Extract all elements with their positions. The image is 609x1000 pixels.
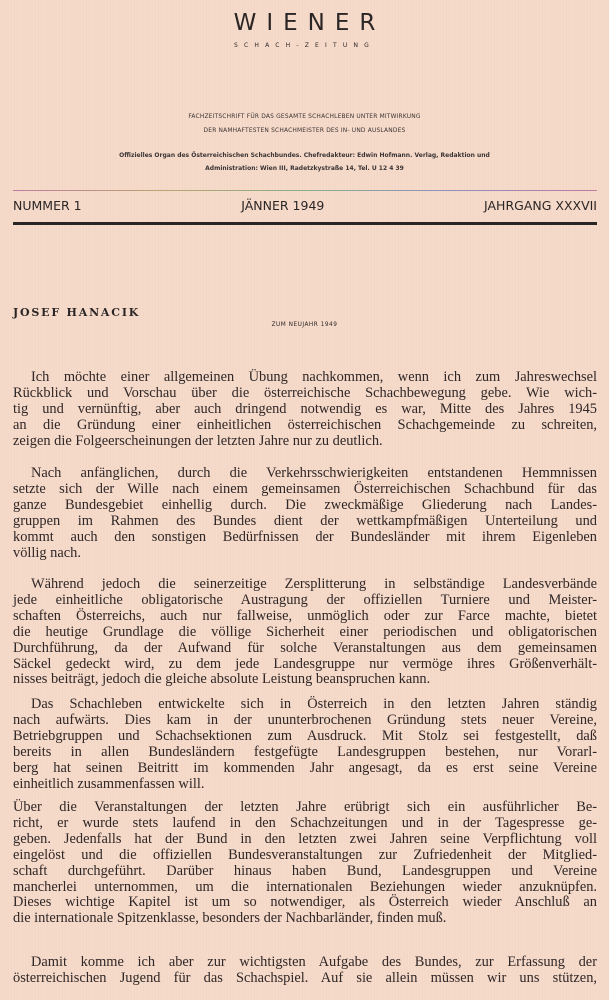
text-line: Säckel gedeckt wird, zu dem jede Landesgruppe nur vermöge ihres Größenverhält-: [13, 655, 597, 672]
colored-divider: [13, 190, 597, 191]
text-line: die heutige Grundlage die völlige Sicherheit einer periodischen und obligatorischen: [13, 623, 597, 640]
text-line: Betriebgruppen und Schachsektionen zum Ausdruck. Mit Stolz sei festgestellt, daß: [13, 727, 597, 744]
text-line: jede einheitliche obligatorische Austragung der offiziellen Turniere und Meister-: [13, 591, 597, 608]
text-line: an die Gründung einer einheitlichen österreichischen Schachgemeinde zu schreiten,: [13, 416, 597, 433]
masthead-subtitle-2: DER NAMHAFTESTEN SCHACHMEISTER DES IN- UND AUSLANDES: [203, 128, 406, 134]
paragraph: [13, 577, 597, 688]
issue-info-row: [13, 198, 597, 213]
text-line: Dieses wichtige Kapitel ist um so notwendiger, als Österreich wieder Anschluß an: [13, 894, 597, 911]
text-line: setzte sich der Wille nach einem gemeinsamen Österreichischen Schachbund für das: [13, 480, 597, 497]
publisher-info-2: Administration: Wien III, Radetzkystraße 14, Tel. U 12 4 39: [205, 165, 404, 172]
text-line: nach aufwärts. Dies kam in der ununterbrochenen Gründung stets neuer Vereine,: [13, 711, 597, 728]
paragraph: [13, 370, 597, 450]
masthead-subtitle-1: FACHZEITSCHRIFT FÜR DAS GESAMTE SCHACHLEBEN UNTER MITWIRKUNG: [188, 114, 421, 120]
text-line: österreichischen Jugend für das Schachspiel. Auf sie allein müssen wir uns stützen,: [13, 969, 597, 986]
text-line: Damit komme ich aber zur wichtigsten Aufgabe des Bundes, zur Erfassung der: [31, 954, 597, 970]
text-line: gruppen im Rahmen des Bundes dient der wettkampfmäßigen Unterteilung und: [13, 512, 597, 529]
text-line: richt, er wurde stets laufend in den Schachzeitungen und in der Tagespresse ge-: [13, 814, 597, 831]
text-line: Über die Veranstaltungen der letzten Jahre erübrigt sich ein ausführlicher Be-: [13, 799, 597, 815]
text-line: kommt auch den sonstigen Bedürfnissen der Bundesländer mit ihrem Eigenleben: [13, 528, 597, 545]
article-author: JOSEF HANACIK: [13, 306, 141, 319]
text-line: geben. Jedenfalls hat der Bund in den letzten zwei Jahren seine Verpflichtung voll: [13, 830, 597, 847]
text-line: Durchführung, da der Aufwand für solche Veranstaltungen aus dem gemeinsamen: [13, 639, 597, 656]
paragraph: [13, 697, 597, 792]
text-line: völlig nach.: [13, 544, 81, 561]
text-line: eingelöst und die offiziellen Bundesveranstaltungen zur Zufriedenheit der Mitglied-: [13, 846, 597, 863]
text-line: bereits in allen Bundesländern festgefügte Landesgruppen bestehen, nur Vorarl-: [13, 743, 597, 760]
text-line: tig und vernünftig, aber auch dringend notwendig es war, Mitte des Jahres 1945: [13, 400, 597, 417]
article-title: ZUM NEUJAHR 1949: [271, 322, 338, 328]
issue-volume: JAHRGANG XXXVII: [484, 198, 597, 213]
text-line: schaften Österreichs, auch nur fallweise, unmöglich oder zur Farce machte, bietet: [13, 607, 597, 624]
text-line: Ich möchte einer allgemeinen Übung nachkommen, wenn ich zum Jahreswechsel: [31, 369, 597, 385]
masthead-wiener: WIENER: [233, 10, 386, 36]
issue-date: JÄNNER 1949: [241, 198, 325, 213]
text-line: die internationale Spitzenklasse, besonders der Nachbarländer, finden muß.: [13, 910, 447, 927]
text-line: nisses beiträgt, jedoch die gleiche absolute Leistung beanspruchen kann.: [13, 671, 431, 688]
text-line: zeigen die Folgeerscheinungen der letzten Jahre nur zu deutlich.: [13, 432, 383, 449]
masthead-title: SCHACH-ZEITUNG: [233, 42, 376, 49]
paragraph: [13, 955, 597, 987]
text-line: einheitlich zusammenfassen will.: [13, 775, 205, 792]
text-line: Rückblick und Vorschau über die österreichische Schachbewegung gebe. Wie wich-: [13, 384, 597, 401]
text-line: mancherlei unternommen, um die internationalen Beziehungen wieder anzuknüpfen.: [13, 878, 597, 895]
issue-number: NUMMER 1: [13, 198, 82, 213]
publisher-info-1: Offizielles Organ des Österreichischen Schachbundes. Chefredakteur: Edwin Hofmann. Verlag, Redaktion und: [119, 152, 490, 159]
thick-divider: [13, 222, 597, 225]
paragraph: [13, 466, 597, 561]
text-line: Nach anfänglichen, durch die Verkehrsschwierigkeiten entstandenen Hemmnissen: [31, 465, 597, 481]
text-line: berg hat seinen Beitritt im kommenden Jahr angesagt, da es erst seine Vereine: [13, 759, 597, 776]
text-line: ganze Bundesgebiet einhellig durch. Die zweckmäßige Gliederung nach Landes-: [13, 496, 597, 513]
text-line: Das Schachleben entwickelte sich in Österreich in den letzten Jahren ständig: [31, 696, 597, 712]
text-line: Während jedoch die seinerzeitige Zersplitterung in selbständige Landesverbände: [31, 576, 597, 592]
text-line: schaft durchgeführt. Darüber hinaus haben Bund, Landesgruppen und Vereine: [13, 862, 597, 879]
paragraph: [13, 800, 597, 927]
